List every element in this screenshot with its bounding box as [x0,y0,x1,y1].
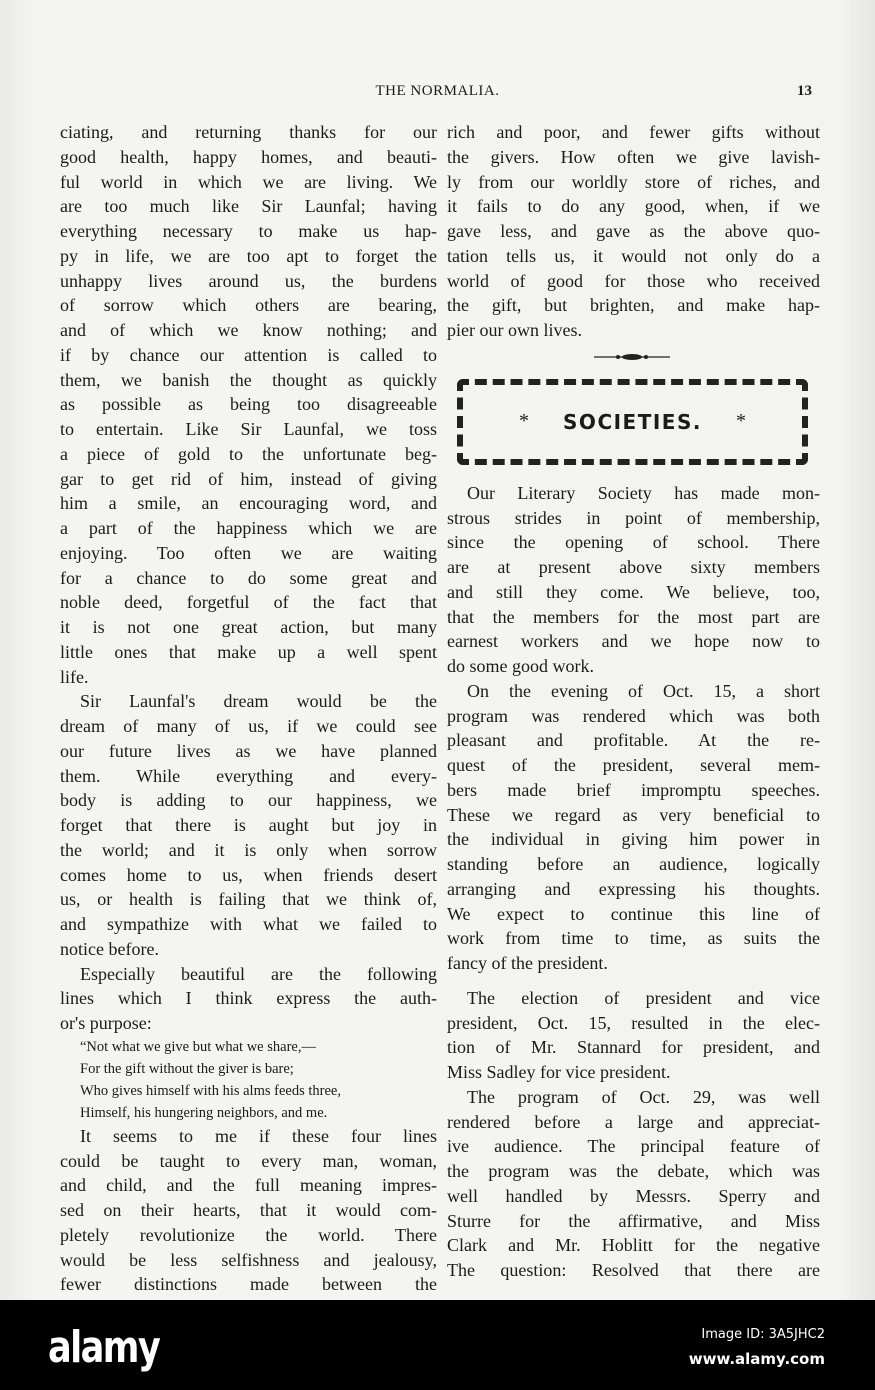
text-line: and child, and the full meaning impres- [60,1175,437,1196]
running-title: THE NORMALIA. [375,83,500,99]
text-line: could be taught to every man, woman, [60,1150,437,1171]
text-line: bers made brief impromptu speeches. [447,779,820,800]
text-line: gave less, and gave as the above quo- [447,221,820,241]
right-column-top-text [447,120,820,343]
asterisk-icon: * [735,410,746,433]
text-line: pletely revolutionize the world. There [60,1224,437,1245]
text-line: our future lives as we have planned [60,740,437,761]
text-line: It seems to me if these four lines [80,1125,437,1146]
text-line: lines which I think express the auth- [60,988,437,1009]
text-line: arranging and expressing his thoughts. [447,878,820,899]
text-line: pleasant and profitable. At the re- [447,730,820,751]
text-line: comes home to us, when friends desert [60,864,437,885]
text-line: it fails to do any good, when, if we [447,196,820,217]
text-line: everything necessary to make us hap- [60,221,437,241]
text-line: president, Oct. 15, resulted in the elec- [447,1012,820,1033]
text-line: that the members for the most part are [447,606,820,627]
left-column [60,120,437,1297]
right-column [447,120,820,1283]
section-heading-box [457,379,808,465]
text-line: him a smile, an encouraging word, and [60,493,437,514]
text-line: would be less selfishness and jealousy, [60,1249,437,1270]
poem-line: For the gift without the giver is bare; [80,1060,294,1077]
section-heading: SOCIETIES. [563,409,702,434]
text-line: the givers. How often we give lavish- [447,146,820,167]
text-line: little ones that make up a well spent [60,641,437,662]
text-line: world of good for those who received [447,270,820,291]
text-line: pier our own lives. [447,320,582,340]
poem-line: “Not what we give but what we share,— [80,1038,316,1055]
text-line: Our Literary Society has made mon- [467,482,820,503]
text-line: Sturre for the affirmative, and Miss [447,1210,820,1231]
text-line: a part of the happiness which we are [60,518,437,538]
text-line: are too much like Sir Launfal; having [60,196,437,217]
text-line: noble deed, forgetful of the fact that [60,592,437,613]
text-line: them. While everything and every- [60,765,437,786]
image-id: Image ID: 3A5JHC2 [701,1327,825,1342]
page-number: 13 [797,83,812,99]
text-line: for a chance to do some great and [60,567,437,588]
text-line: standing before an audience, logically [447,854,820,874]
alamy-logo: alamy [48,1322,160,1373]
text-line: ly from our worldly store of riches, and [447,171,820,192]
text-line: unhappy lives around us, the burdens [60,270,437,291]
text-line: enjoying. Too often we are waiting [60,542,437,563]
text-line: notice before. [60,938,159,959]
text-line: The program of Oct. 29, was well [467,1086,820,1107]
asterisk-icon: * [519,410,530,433]
text-line: We expect to continue this line of [447,903,820,924]
text-line: do some good work. [447,656,594,676]
poem-line: Who gives himself with his alms feeds three, [80,1082,341,1099]
text-line: Especially beautiful are the following [80,963,437,984]
text-line: the world; and it is only when sorrow [60,839,437,860]
text-line: ful world in which we are living. We [60,171,437,192]
text-line: Miss Sadley for vice president. [447,1062,671,1082]
right-column-bottom-text [447,481,820,1283]
poem-line: Himself, his hungering neighbors, and me. [80,1104,328,1121]
text-line: the program was the debate, which was [447,1161,820,1181]
text-line: The question: Resolved that there are [447,1260,820,1280]
text-line: work from time to time, as suits the [447,928,820,949]
text-line: of sorrow which others are bearing, [60,295,437,316]
text-line: well handled by Messrs. Sperry and [447,1185,820,1206]
text-line: gar to get rid of him, instead of giving [60,468,437,489]
text-line: ciating, and returning thanks for our [60,122,437,142]
text-line: sed on their hearts, that it would com- [60,1200,437,1220]
text-line: are at present above sixty members [447,557,820,577]
text-line: and sympathize with what we failed to [60,914,437,934]
text-line: tation tells us, it would not only do a [447,245,820,266]
text-line: good health, happy homes, and beauti- [60,146,437,167]
text-line: or's purpose: [60,1013,152,1033]
text-line: body is adding to our happiness, we [60,790,437,811]
text-line: fewer distinctions made between the [60,1274,437,1295]
text-line: earnest workers and we hope now to [447,631,820,652]
text-line: the gift, but brighten, and make hap- [447,295,820,316]
divider-ornament [447,343,820,379]
text-line: ive audience. The principal feature of [447,1136,820,1157]
text-line: fancy of the president. [447,953,608,973]
text-line: and of which we know nothing; and [60,320,437,340]
text-line: forget that there is aught but joy in [60,815,437,835]
text-line: us, or health is failing that we think of, [60,889,437,910]
text-line: them, we banish the thought as quickly [60,369,437,390]
text-line: a piece of gold to the unfortunate beg- [60,443,437,464]
text-line: rich and poor, and fewer gifts without [447,122,820,142]
website-url: www.alamy.com [688,1350,825,1368]
text-line: and still they come. We believe, too, [447,581,820,602]
text-line: tion of Mr. Stannard for president, and [447,1037,820,1058]
text-line: dream of many of us, if we could see [60,716,437,736]
watermark-footer [0,1300,875,1390]
text-line: quest of the president, several mem- [447,755,820,775]
text-line: The election of president and vice [467,987,820,1008]
text-line: life. [60,666,89,687]
text-line: py in life, we are too apt to forget the [60,245,437,266]
text-line: since the opening of school. There [447,532,820,553]
text-line: to entertain. Like Sir Launfal, we toss [60,419,437,439]
text-line: Sir Launfal's dream would be the [80,691,437,712]
text-line: it is not one great action, but many [60,617,437,637]
text-line: On the evening of Oct. 15, a short [467,680,820,701]
text-line: rendered before a large and appreciat- [447,1111,820,1132]
text-line: These we regard as very beneficial to [447,804,820,825]
text-line: strous strides in point of membership, [447,507,820,528]
text-line: Clark and Mr. Hoblitt for the negative [447,1235,820,1256]
text-line: if by chance our attention is called to [60,344,437,365]
text-line: program was rendered which was both [447,705,820,726]
text-line: the individual in giving him power in [447,829,820,850]
text-line: as possible as being too disagreeable [60,394,437,415]
